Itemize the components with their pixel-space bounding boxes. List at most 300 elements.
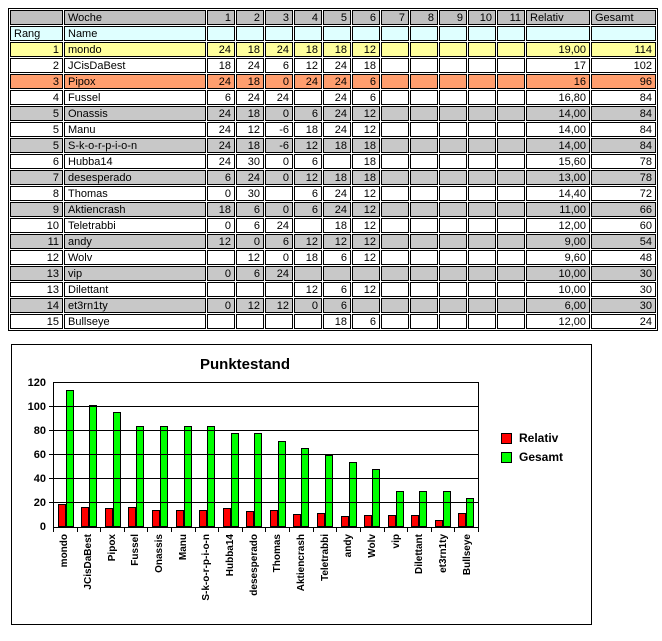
rank-cell: 7 [10,170,63,185]
table-row [10,298,656,313]
name-header: Name [64,26,206,41]
relativ-bar [341,516,349,527]
week-cell [207,314,235,329]
relativ-cell: 13,00 [526,170,590,185]
week-cell: 12 [294,282,322,297]
bar-group [172,426,196,527]
week-cell: 0 [265,154,293,169]
relativ-bar [246,511,254,527]
week-cell [468,282,496,297]
week-cell [381,266,409,281]
week-cell: 24 [265,42,293,57]
y-tick-label: 40 [33,473,46,485]
week-cell [497,106,525,121]
rank-cell: 8 [10,186,63,201]
gesamt-cell: 96 [591,74,656,89]
week-cell [381,122,409,137]
empty-subheader-cell [439,26,467,41]
week-cell: 18 [236,106,264,121]
punktestand-chart [11,344,592,625]
corner-cell [10,10,63,25]
week-cell [410,186,438,201]
empty-subheader-cell [323,26,351,41]
x-tick [361,528,385,532]
week-cell [497,250,525,265]
x-tick [314,528,338,532]
week-cell: 12 [352,282,380,297]
relativ-bar [58,504,66,527]
x-axis-label-text: andy [343,534,355,558]
week-number-header: 6 [352,10,380,25]
week-cell [468,122,496,137]
table-row [10,202,656,217]
rank-cell: 3 [10,74,63,89]
week-cell [439,90,467,105]
standings-table [8,8,658,331]
week-cell: 12 [352,186,380,201]
gridline [49,430,478,431]
week-cell [410,266,438,281]
bar-group [384,491,408,527]
week-cell [497,202,525,217]
bar-group [290,448,314,527]
gesamt-bar [207,426,215,527]
week-cell: 12 [294,170,322,185]
week-cell [381,234,409,249]
relativ-cell: 11,00 [526,202,590,217]
x-axis-label [124,534,148,618]
table-row [10,170,656,185]
week-cell: 18 [323,138,351,153]
week-cell [294,314,322,329]
week-cell [410,154,438,169]
week-cell: 6 [236,266,264,281]
table-row [10,122,656,137]
bar-group [431,491,455,527]
relativ-cell: 14,40 [526,186,590,201]
week-cell: 24 [323,74,351,89]
week-cell [381,106,409,121]
gesamt-cell: 114 [591,42,656,57]
empty-subheader-cell [410,26,438,41]
x-axis-label [337,534,361,618]
bar-group [78,405,102,527]
bar-group [219,433,243,527]
name-cell: Manu [64,122,206,137]
week-cell [497,58,525,73]
week-cell [439,154,467,169]
x-axis-labels [53,534,479,618]
gesamt-bar [301,448,309,527]
bar-group [54,390,78,527]
week-cell: 6 [207,170,235,185]
week-cell: 12 [352,106,380,121]
week-cell: 12 [294,138,322,153]
week-cell [439,170,467,185]
relativ-bar [176,510,184,527]
x-axis-label-text: Pipox [106,534,118,562]
empty-subheader-cell [526,26,590,41]
relativ-bar [364,515,372,527]
rank-cell: 9 [10,202,63,217]
gesamt-bar [419,491,427,527]
name-cell: andy [64,234,206,249]
gridline [49,406,478,407]
x-tick [385,528,409,532]
week-cell: 6 [323,282,351,297]
week-cell: 12 [265,298,293,313]
gesamt-bar [231,433,239,527]
week-number-header: 9 [439,10,467,25]
week-cell: 12 [352,234,380,249]
standings-body [10,42,656,329]
x-axis-label-text: Onassis [154,534,166,573]
week-cell: 6 [207,90,235,105]
name-cell: Bullseye [64,314,206,329]
name-cell: JCisDaBest [64,58,206,73]
bar-group [148,426,172,527]
table-row [10,154,656,169]
relativ-cell: 12,00 [526,218,590,233]
week-cell: 24 [323,106,351,121]
relativ-bar [388,515,396,527]
week-cell [410,170,438,185]
legend-item-gesamt [501,450,591,464]
week-cell: 0 [207,266,235,281]
table-row [10,234,656,249]
week-cell: 18 [294,250,322,265]
x-axis-label-text: Dilettant [414,534,426,574]
week-cell: 12 [294,234,322,249]
relativ-cell: 17 [526,58,590,73]
empty-subheader-cell [381,26,409,41]
relativ-bar [105,508,113,527]
week-cell [381,154,409,169]
empty-subheader-cell [591,26,656,41]
week-cell [439,266,467,281]
gesamt-bar [325,455,333,527]
week-cell: 24 [207,154,235,169]
week-cell [294,90,322,105]
week-cell [439,74,467,89]
week-cell: 24 [323,122,351,137]
rank-cell: 14 [10,298,63,313]
week-cell: 12 [352,202,380,217]
x-tick [243,528,267,532]
x-axis-label [313,534,337,618]
week-cell [497,170,525,185]
x-axis-label-text: et3rn1ty [438,534,450,573]
gesamt-cell: 78 [591,170,656,185]
chart-body [12,377,591,533]
relativ-bar [293,514,301,527]
week-cell: 0 [207,218,235,233]
table-row [10,90,656,105]
gesamt-bar [443,491,451,527]
week-cell [497,234,525,249]
rank-cell: 2 [10,58,63,73]
bar-group [243,433,267,527]
week-cell: 18 [236,74,264,89]
x-axis-label [195,534,219,618]
x-tick [337,528,361,532]
week-cell [497,266,525,281]
week-cell: 24 [265,90,293,105]
x-axis-label-text: Thomas [272,534,284,573]
rank-cell: 6 [10,154,63,169]
week-cell: 12 [352,218,380,233]
relativ-cell: 14,00 [526,122,590,137]
week-cell [497,298,525,313]
week-cell [381,250,409,265]
week-cell: 18 [352,154,380,169]
name-cell: mondo [64,42,206,57]
week-cell: 18 [207,202,235,217]
bar-group [313,455,337,527]
week-cell: 24 [265,266,293,281]
week-cell [468,218,496,233]
week-cell: 0 [265,170,293,185]
week-cell [468,42,496,57]
x-axis-label [242,534,266,618]
week-cell: 18 [323,218,351,233]
table-row [10,42,656,57]
week-cell: 24 [207,138,235,153]
x-axis-label [100,534,124,618]
week-cell [468,138,496,153]
rank-cell: 1 [10,42,63,57]
week-cell [381,170,409,185]
relativ-cell: 12,00 [526,314,590,329]
y-tick-label: 100 [27,401,46,413]
gesamt-bar [89,405,97,527]
week-cell: 24 [265,218,293,233]
week-cell [410,90,438,105]
x-axis-label-text: mondo [59,534,71,568]
name-cell: Hubba14 [64,154,206,169]
relativ-swatch-icon [501,433,512,444]
week-cell [381,218,409,233]
relativ-cell: 15,60 [526,154,590,169]
week-number-header: 7 [381,10,409,25]
week-cell [439,106,467,121]
relativ-bar [458,513,466,527]
week-cell [497,282,525,297]
woche-header: Woche [64,10,206,25]
week-cell: 0 [265,106,293,121]
week-cell: -6 [265,138,293,153]
week-cell: 6 [323,298,351,313]
week-cell: 30 [236,154,264,169]
x-axis-label-text: JCisDaBest [83,534,94,590]
name-cell: Dilettant [64,282,206,297]
y-tick-label: 0 [39,521,46,533]
week-cell: 18 [323,170,351,185]
bar-group [195,426,219,527]
week-cell [294,218,322,233]
x-tick [432,528,456,532]
week-cell [468,234,496,249]
week-cell: 18 [352,58,380,73]
week-cell [410,138,438,153]
relativ-bar [199,510,207,527]
week-cell [468,250,496,265]
gesamt-cell: 78 [591,154,656,169]
relativ-bar [435,520,443,527]
week-cell [439,202,467,217]
week-cell [323,266,351,281]
week-cell: 0 [265,74,293,89]
rank-cell: 15 [10,314,63,329]
gesamt-cell: 30 [591,282,656,297]
bar-group [407,491,431,527]
gesamt-bar [66,390,74,527]
week-cell [497,314,525,329]
relativ-bar [128,507,136,527]
gesamt-swatch-icon [501,452,512,463]
week-cell [410,314,438,329]
week-number-header: 3 [265,10,293,25]
x-axis-label [384,534,408,618]
week-cell: 6 [265,234,293,249]
x-axis-label-text: Hubba14 [225,534,237,577]
week-cell: 12 [294,58,322,73]
y-tick-label: 60 [33,449,46,461]
gesamt-bar [160,426,168,527]
relativ-cell: 19,00 [526,42,590,57]
week-cell: -6 [265,122,293,137]
x-axis-label-text: Teletrabbi [319,534,331,582]
week-cell [468,154,496,169]
header-row [10,10,656,25]
week-cell [323,154,351,169]
x-tick [125,528,149,532]
week-cell [410,250,438,265]
y-axis [12,377,53,533]
week-cell: 18 [352,138,380,153]
x-axis-label [171,534,195,618]
gesamt-cell: 30 [591,266,656,281]
x-tick [78,528,102,532]
week-cell [381,282,409,297]
name-cell: Teletrabbi [64,218,206,233]
name-cell: S-k-o-r-p-i-o-n [64,138,206,153]
week-cell [497,122,525,137]
week-cell: 24 [207,122,235,137]
table-row [10,266,656,281]
empty-subheader-cell [265,26,293,41]
week-cell [468,314,496,329]
empty-subheader-cell [236,26,264,41]
gesamt-bar [396,491,404,527]
gesamt-cell: 60 [591,218,656,233]
relativ-bar [270,510,278,527]
gesamt-cell: 72 [591,186,656,201]
week-cell: 18 [352,170,380,185]
week-cell: 6 [352,74,380,89]
relativ-header: Relativ [526,10,590,25]
week-cell [497,90,525,105]
legend-item-relativ [501,431,591,445]
x-axis-label [266,534,290,618]
week-cell [207,250,235,265]
week-cell: 0 [207,186,235,201]
week-cell [410,42,438,57]
x-axis-label-text: Bullseye [461,534,473,576]
week-cell: 18 [236,138,264,153]
x-axis-label [77,534,101,618]
name-cell: et3rn1ty [64,298,206,313]
x-axis-ticks [53,528,479,532]
week-number-header: 5 [323,10,351,25]
week-cell [468,74,496,89]
x-tick [148,528,172,532]
table-row [10,218,656,233]
week-cell [381,90,409,105]
rang-header: Rang [10,26,63,41]
week-cell [381,298,409,313]
week-cell [381,138,409,153]
relativ-cell: 10,00 [526,282,590,297]
x-tick [219,528,243,532]
name-cell: Onassis [64,106,206,121]
gesamt-bar [254,433,262,527]
week-number-header: 4 [294,10,322,25]
week-cell: 12 [352,42,380,57]
week-cell [468,170,496,185]
week-number-header: 11 [497,10,525,25]
week-cell [381,186,409,201]
name-cell: Thomas [64,186,206,201]
week-cell [439,314,467,329]
week-cell: 18 [294,42,322,57]
relativ-bar [223,508,231,527]
x-axis-label [219,534,243,618]
week-cell [207,282,235,297]
y-tick-label: 80 [33,425,46,437]
week-cell: 24 [323,58,351,73]
relativ-cell: 14,00 [526,106,590,121]
x-axis-label-text: Manu [177,534,189,561]
week-cell [381,58,409,73]
week-cell [410,74,438,89]
x-axis-label [361,534,385,618]
week-cell [381,42,409,57]
week-cell: 6 [294,202,322,217]
relativ-bar [81,507,89,527]
week-cell: 24 [207,74,235,89]
x-tick [101,528,125,532]
week-cell: 24 [236,90,264,105]
week-cell [352,266,380,281]
week-cell [410,218,438,233]
gesamt-bar [349,462,357,527]
empty-subheader-cell [352,26,380,41]
x-tick [266,528,290,532]
gesamt-cell: 66 [591,202,656,217]
x-axis-label-text: S-k-o-r-p-i-o-n [201,534,213,601]
week-cell [352,298,380,313]
week-cell: 0 [236,234,264,249]
empty-subheader-cell [468,26,496,41]
week-cell: 6 [294,186,322,201]
week-cell: 6 [236,202,264,217]
table-row [10,58,656,73]
week-cell: 24 [294,74,322,89]
week-cell [265,314,293,329]
relativ-cell: 9,60 [526,250,590,265]
gesamt-cell: 84 [591,138,656,153]
